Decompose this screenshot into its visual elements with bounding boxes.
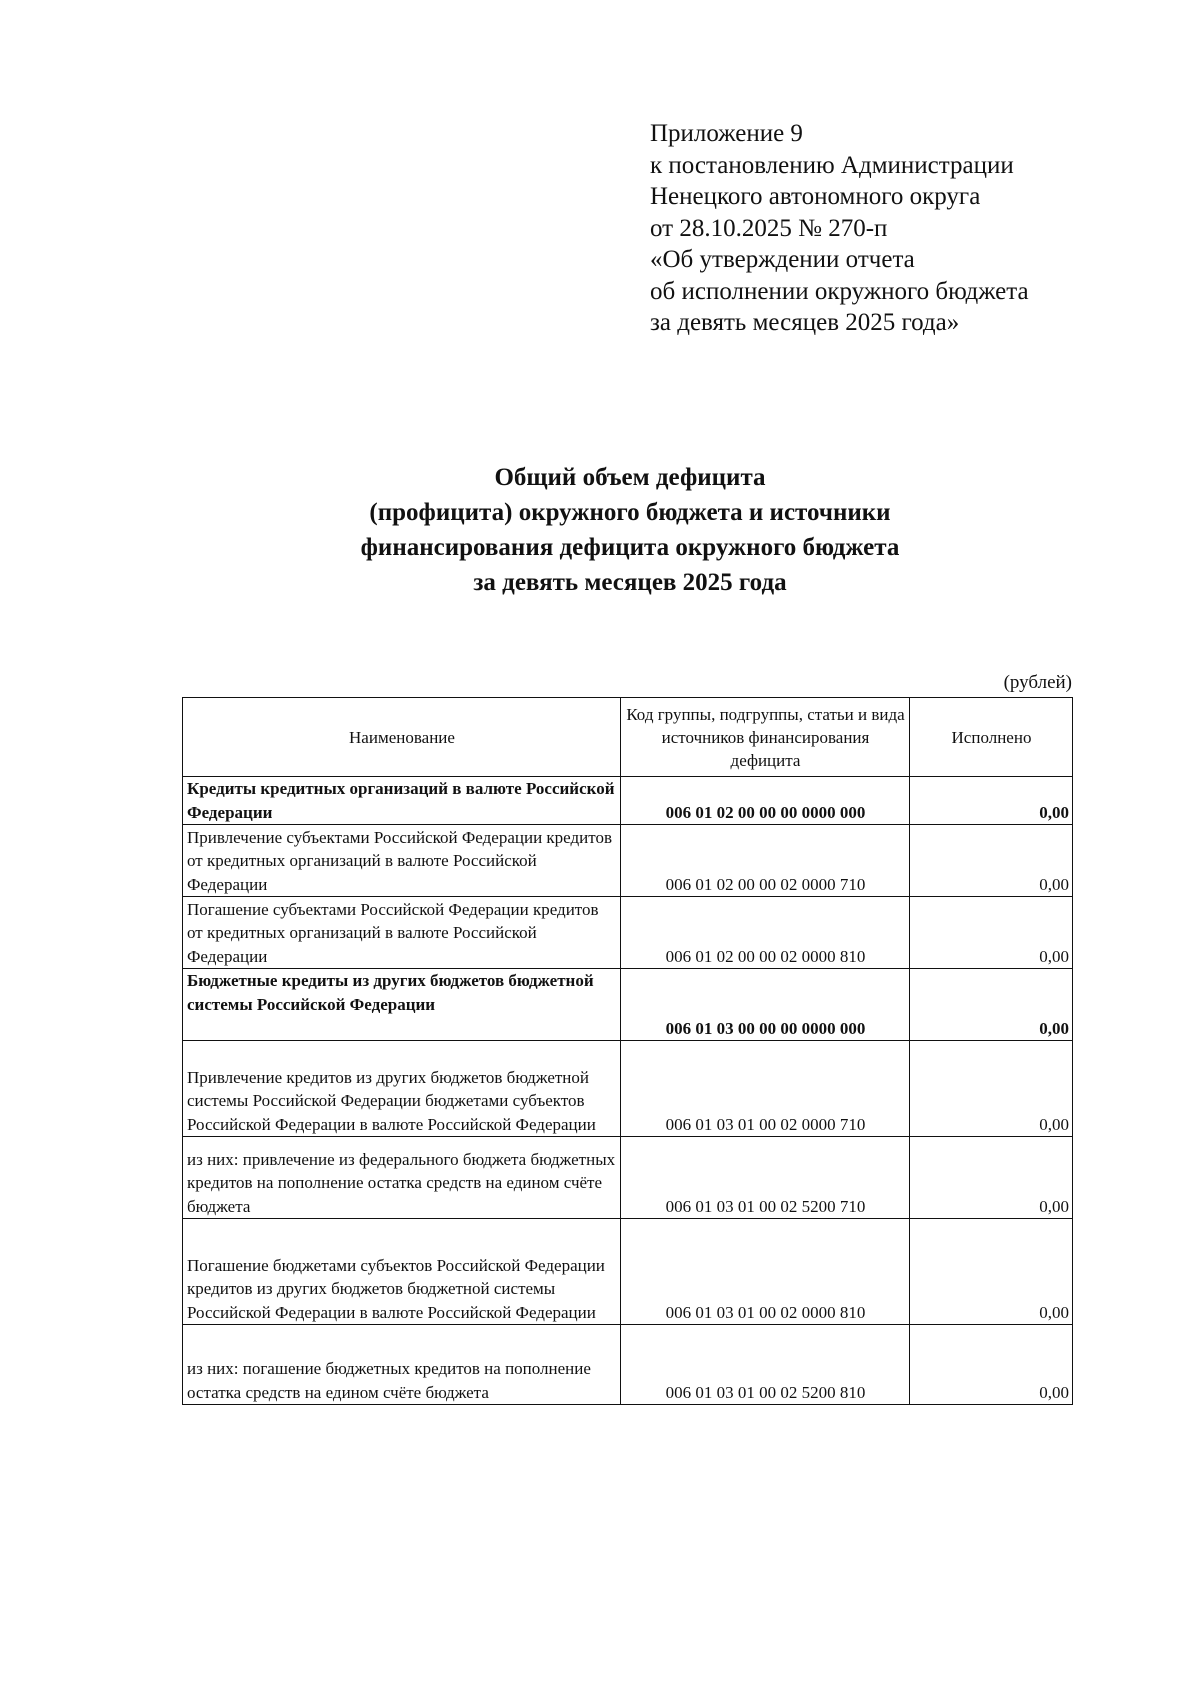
appendix-line: Приложение 9	[650, 120, 803, 147]
header-name: Наименование	[183, 698, 621, 777]
row-executed: 0,00	[910, 897, 1073, 969]
table-body	[183, 777, 1073, 1405]
row-code: 006 01 03 01 00 02 5200 710	[621, 1137, 910, 1219]
appendix-line: за девять месяцев 2025 года»	[650, 309, 960, 336]
table-row	[183, 1325, 1073, 1405]
appendix-line: к постановлению Администрации	[650, 151, 1014, 179]
row-name: Привлечение кредитов из других бюджетов бюджетной системы Российской Федерации бюджетами субъектов Российской Федерации в валюте Российской Федерации	[183, 1041, 621, 1137]
table-row	[183, 1041, 1073, 1137]
row-name: Кредиты кредитных организаций в валюте Российской Федерации	[183, 777, 621, 825]
appendix-line: об исполнении окружного бюджета	[650, 277, 1029, 305]
table-row	[183, 897, 1073, 969]
row-name: Бюджетные кредиты из других бюджетов бюджетной системы Российской Федерации	[183, 969, 621, 1041]
row-code: 006 01 02 00 00 02 0000 810	[621, 897, 910, 969]
row-name: Погашение бюджетами субъектов Российской Федерации кредитов из других бюджетов бюджетной системы Российской Федерации в валюте Российской Федерации	[183, 1219, 621, 1325]
row-executed: 0,00	[910, 969, 1073, 1041]
header-executed: Исполнено	[910, 698, 1073, 777]
row-executed: 0,00	[910, 777, 1073, 825]
row-code: 006 01 03 00 00 00 0000 000	[621, 969, 910, 1041]
row-executed: 0,00	[910, 825, 1073, 897]
row-code: 006 01 02 00 00 00 0000 000	[621, 777, 910, 825]
units-label: (рублей)	[1003, 672, 1072, 693]
row-code: 006 01 03 01 00 02 5200 810	[621, 1325, 910, 1405]
header-code: Код группы, подгруппы, статьи и вида источников финансирования дефицита	[621, 698, 910, 777]
table-row	[183, 1137, 1073, 1219]
row-executed: 0,00	[910, 1137, 1073, 1219]
sources-table	[182, 697, 1073, 1405]
appendix-line: Ненецкого автономного округа	[650, 183, 981, 210]
table-header-row	[183, 698, 1073, 777]
table-row	[183, 825, 1073, 897]
table-row	[183, 1219, 1073, 1325]
row-name: из них: привлечение из федерального бюджета бюджетных кредитов на пополнение остатка средств на едином счёте бюджета	[183, 1137, 621, 1219]
row-executed: 0,00	[910, 1219, 1073, 1325]
table-row	[183, 777, 1073, 825]
appendix-line: «Об утверждении отчета	[650, 246, 915, 273]
title-line: за девять месяцев 2025 года	[473, 569, 787, 596]
row-code: 006 01 03 01 00 02 0000 710	[621, 1041, 910, 1137]
title-line: Общий объем дефицита	[494, 464, 766, 491]
table-row	[183, 969, 1073, 1041]
document-title	[180, 460, 1080, 600]
appendix-line: от 28.10.2025 № 270-п	[650, 214, 888, 242]
row-name: Погашение субъектами Российской Федерации кредитов от кредитных организаций в валюте Российской Федерации	[183, 897, 621, 969]
row-name: Привлечение субъектами Российской Федерации кредитов от кредитных организаций в валюте Российской Федерации	[183, 825, 621, 897]
row-code: 006 01 02 00 00 02 0000 710	[621, 825, 910, 897]
row-name: из них: погашение бюджетных кредитов на пополнение остатка средств на едином счёте бюджета	[183, 1325, 621, 1405]
row-executed: 0,00	[910, 1041, 1073, 1137]
row-code: 006 01 03 01 00 02 0000 810	[621, 1219, 910, 1325]
title-line: финансирования дефицита окружного бюджета	[360, 534, 900, 561]
appendix-block	[650, 118, 1170, 339]
title-line: (профицита) окружного бюджета и источники	[369, 499, 891, 526]
row-executed: 0,00	[910, 1325, 1073, 1405]
